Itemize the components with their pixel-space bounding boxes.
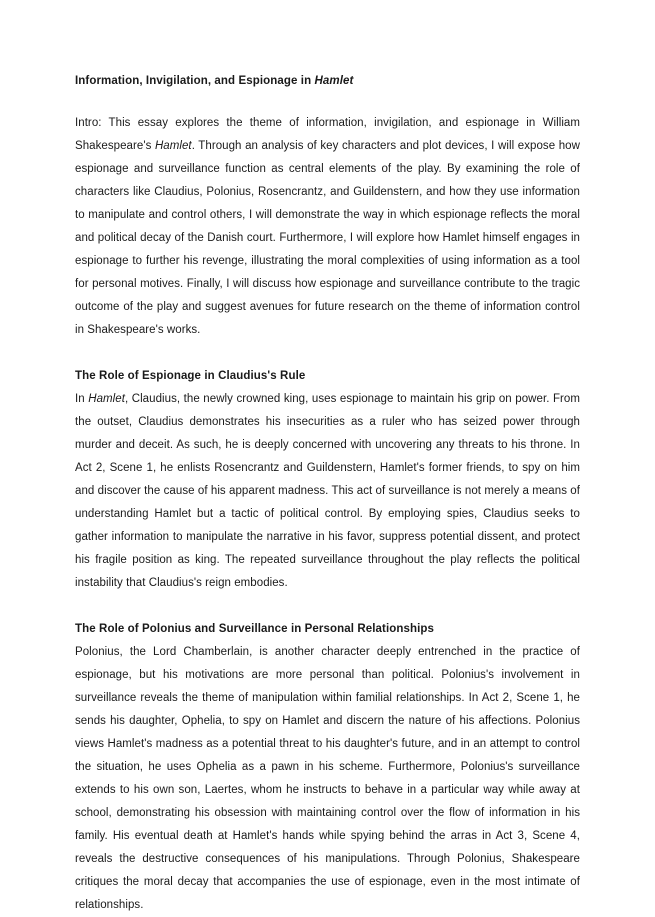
page-title-italic-work: Hamlet [314,75,354,87]
section-one-text-part-two: , Claudius, the newly crowned king, uses espionage to maintain his grip on power. From the outset, Claudius demonstrates his insecurities as a ruler who has seized power through murder and deceit. As such, he is deeply concerned with uncovering any threats to his throne. In Act 2, Scene 1, he enlists Rosencrantz and Guildenstern, Hamlet's former friends, to spy on him and discover the cause of his apparent madness. This act of surveillance is not merely a means of understanding Hamlet but a tactic of political control. By employing spies, Claudius seeks to gather information to manipulate the narrative in his favor, suppress potential dissent, and protect his fragile position as king. The repeated surveillance throughout the play reflects the political instability that Claudius's reign embodies. [75,393,580,589]
section-one-text-part-one: In [75,393,89,405]
intro-paragraph [75,112,580,342]
section-heading-espionage-claudius: The Role of Espionage in Claudius's Rule [75,370,306,382]
page-title-text: Information, Invigilation, and Espionage in [75,75,315,87]
section-two-paragraph: Polonius, the Lord Chamberlain, is another character deeply entrenched in the practice of espionage, but his motivations are more personal than political. Polonius's involvement in surveillance reveals the theme of manipulation within familial relationships. In Act 2, Scene 1, he sends his daughter, Ophelia, to spy on Hamlet and discern the nature of his affections. Polonius views Hamlet's madness as a potential threat to his daughter's future, and in an attempt to control the situation, he uses Ophelia as a pawn in his scheme. Furthermore, Polonius's surveillance extends to his own son, Laertes, whom he instructs to behave in a particular way while away at school, demonstrating his obsession with maintaining control over the flow of information in his family. His eventual death at Hamlet's hands while spying behind the arras in Act 3, Scene 4, reveals the destructive consequences of his manipulations. Through Polonius, Shakespeare critiques the moral decay that accompanies the use of espionage, even in the most intimate of relationships. [75,646,580,911]
spacer-before-section-one [75,342,580,365]
document-body [75,74,580,917]
section-one-paragraph [75,388,580,595]
section-one-italic-work: Hamlet [88,393,125,405]
intro-italic-work: Hamlet [154,140,192,152]
section-heading-polonius-surveillance: The Role of Polonius and Surveillance in Personal Relationships [75,623,435,635]
spacer-before-section-two [75,595,580,618]
intro-text-part-one: Intro: This essay explores the theme of information, invigilation, and espionage in William Shakespeare's [75,117,580,152]
intro-text-part-two: . Through an analysis of key characters and plot devices, I will expose how espionage and surveillance function as central elements of the play. By examining the role of characters like Claudius, Polonius, Rosencrantz, and Guildenstern, and how they use information to manipulate and control others, I will demonstrate the way in which espionage reflects the moral and political decay of the Danish court. Furthermore, I will explore how Hamlet himself engages in espionage to further his revenge, illustrating the moral complexities of using information as a tool for personal motives. Finally, I will discuss how espionage and surveillance contribute to the tragic outcome of the play and suggest avenues for future research on the theme of information control in Shakespeare's works. [75,140,580,336]
page-title [75,74,580,88]
spacer-after-title [75,88,580,112]
